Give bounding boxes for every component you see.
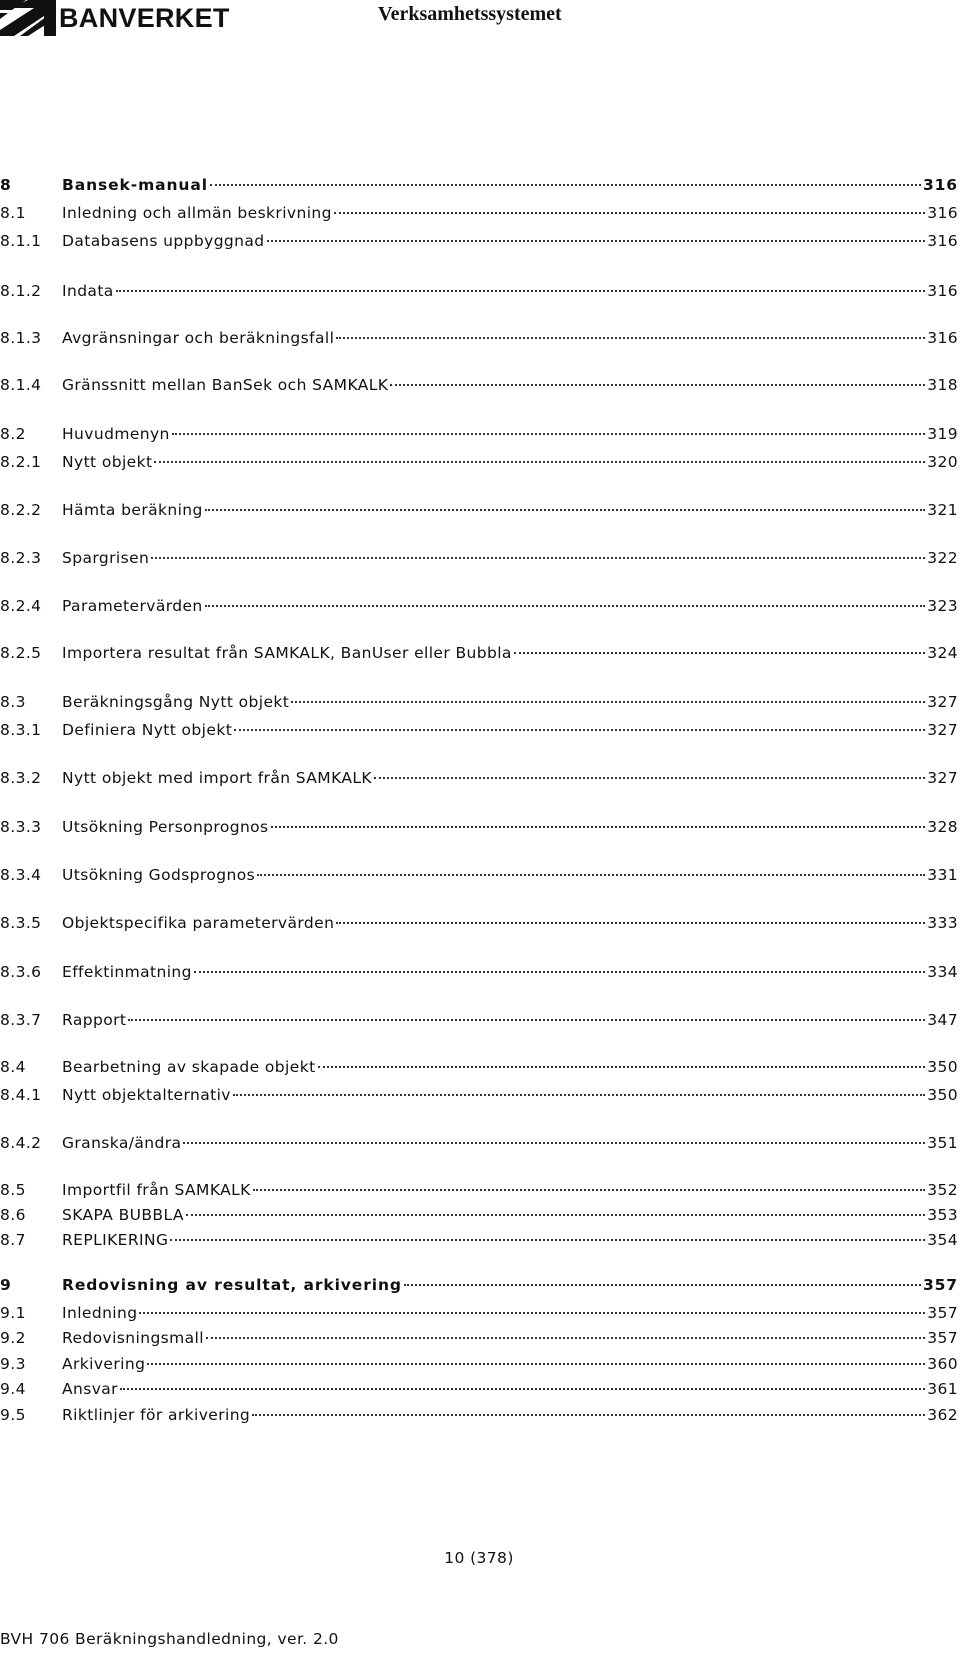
toc-page-number: 321 <box>927 501 958 519</box>
toc-entry[interactable] <box>0 452 958 472</box>
toc-section-number: 8.2 <box>0 425 26 443</box>
toc-entry[interactable] <box>0 643 958 663</box>
toc-dot-leader <box>252 1414 925 1416</box>
toc-dot-leader <box>206 1337 925 1339</box>
toc-page-number: 316 <box>927 232 958 250</box>
toc-page-number: 353 <box>927 1206 958 1224</box>
toc-entry[interactable] <box>0 375 958 395</box>
toc-entry[interactable] <box>0 865 958 885</box>
toc-section-title[interactable]: Inledning och allmän beskrivning <box>62 204 332 222</box>
toc-dot-leader <box>374 777 925 779</box>
toc-page-number: 316 <box>927 282 958 300</box>
toc-section-title[interactable]: Spargrisen <box>62 549 150 567</box>
toc-dot-leader <box>194 971 925 973</box>
toc-section-title[interactable]: Redovisning av resultat, arkivering <box>62 1276 402 1294</box>
toc-dot-leader <box>233 1094 925 1096</box>
toc-section-number: 8.4 <box>0 1058 26 1076</box>
toc-section-number: 8.3.2 <box>0 769 42 787</box>
toc-section-title[interactable]: Granska/ändra <box>62 1134 182 1152</box>
toc-section-number: 8.3.7 <box>0 1011 42 1029</box>
toc-dot-leader <box>205 509 925 511</box>
toc-entry[interactable] <box>0 328 958 348</box>
toc-page-number: 322 <box>927 549 958 567</box>
toc-dot-leader <box>183 1142 925 1144</box>
toc-section-title[interactable]: SKAPA BUBBLA <box>62 1206 184 1224</box>
toc-dot-leader <box>116 290 925 292</box>
toc-entry[interactable] <box>0 1133 958 1153</box>
toc-dot-leader <box>334 212 925 214</box>
toc-section-title[interactable]: Hämta beräkning <box>62 501 203 519</box>
toc-section-title[interactable]: Riktlinjer för arkivering <box>62 1406 251 1424</box>
toc-section-number: 9 <box>0 1276 12 1294</box>
toc-entry[interactable] <box>0 1010 958 1030</box>
toc-section-title[interactable]: Effektinmatning <box>62 963 192 981</box>
toc-entry[interactable] <box>0 1180 958 1200</box>
toc-entry[interactable] <box>0 500 958 520</box>
toc-page-number: 316 <box>927 329 958 347</box>
toc-section-title[interactable]: Utsökning Godsprognos <box>62 866 256 884</box>
toc-entry[interactable] <box>0 962 958 982</box>
toc-section-number: 8.2.5 <box>0 644 42 662</box>
toc-section-number: 8.3.6 <box>0 963 42 981</box>
toc-entry[interactable] <box>0 913 958 933</box>
toc-dot-leader <box>336 337 925 339</box>
toc-section-title[interactable]: Arkivering <box>62 1355 146 1373</box>
toc-page-number: 316 <box>927 204 958 222</box>
toc-dot-leader <box>318 1066 926 1068</box>
toc-page-number: 331 <box>927 866 958 884</box>
toc-section-title[interactable]: Indata <box>62 282 114 300</box>
toc-entry[interactable] <box>0 1057 958 1077</box>
toc-page-number: 361 <box>927 1380 958 1398</box>
toc-dot-leader <box>291 701 925 703</box>
toc-page-number: 320 <box>927 453 958 471</box>
toc-entry[interactable] <box>0 175 958 195</box>
toc-section-title[interactable]: Gränssnitt mellan BanSek och SAMKALK <box>62 376 389 394</box>
toc-section-number: 8.2.1 <box>0 453 42 471</box>
toc-dot-leader <box>390 384 925 386</box>
toc-entry[interactable] <box>0 692 958 712</box>
toc-dot-leader <box>151 557 925 559</box>
logo-text: BANVERKET <box>59 2 230 33</box>
toc-dot-leader <box>514 652 925 654</box>
toc-entry[interactable] <box>0 1405 958 1425</box>
toc-section-title[interactable]: Rapport <box>62 1011 127 1029</box>
toc-page-number: 350 <box>927 1086 958 1104</box>
toc-section-title[interactable]: Importfil från SAMKALK <box>62 1181 251 1199</box>
header-title: Verksamhetssystemet <box>378 3 562 25</box>
toc-page-number: 350 <box>927 1058 958 1076</box>
toc-section-number: 9.3 <box>0 1355 26 1373</box>
toc-entry[interactable] <box>0 768 958 788</box>
toc-dot-leader <box>336 922 925 924</box>
toc-entry[interactable] <box>0 203 958 223</box>
toc-dot-leader <box>154 461 925 463</box>
toc-entry[interactable] <box>0 1379 958 1399</box>
toc-section-title[interactable]: Ansvar <box>62 1380 118 1398</box>
toc-page-number: 334 <box>927 963 958 981</box>
toc-section-number: 9.4 <box>0 1380 26 1398</box>
toc-section-number: 8.5 <box>0 1181 26 1199</box>
toc-page-number: 318 <box>927 376 958 394</box>
toc-entry[interactable] <box>0 1205 958 1225</box>
toc-entry[interactable] <box>0 817 958 837</box>
toc-page-number: 347 <box>927 1011 958 1029</box>
toc-section-number: 8.2.4 <box>0 597 42 615</box>
toc-dot-leader <box>234 729 925 731</box>
toc-dot-leader <box>267 240 926 242</box>
toc-page-number: 357 <box>927 1329 958 1347</box>
toc-section-number: 8.3 <box>0 693 26 711</box>
toc-section-number: 8.1 <box>0 204 26 222</box>
toc-section-title[interactable]: Objektspecifika parametervärden <box>62 914 335 932</box>
toc-entry[interactable] <box>0 1354 958 1374</box>
toc-entry[interactable] <box>0 231 958 251</box>
toc-page-number: 327 <box>927 721 958 739</box>
toc-section-title[interactable]: Parametervärden <box>62 597 203 615</box>
toc-section-number: 8.6 <box>0 1206 26 1224</box>
toc-dot-leader <box>170 1239 925 1241</box>
toc-section-number: 8 <box>0 176 12 194</box>
toc-section-number: 8.1.2 <box>0 282 42 300</box>
toc-entry[interactable] <box>0 720 958 740</box>
toc-dot-leader <box>271 826 926 828</box>
toc-section-number: 9.1 <box>0 1304 26 1322</box>
toc-section-number: 9.5 <box>0 1406 26 1424</box>
banverket-logo <box>0 0 230 36</box>
toc-page-number: 352 <box>927 1181 958 1199</box>
toc-dot-leader <box>147 1363 925 1365</box>
toc-section-number: 8.3.4 <box>0 866 42 884</box>
toc-section-number: 8.1.1 <box>0 232 42 250</box>
toc-section-number: 8.3.5 <box>0 914 42 932</box>
toc-section-title[interactable]: Nytt objekt <box>62 453 153 471</box>
toc-section-number: 8.3.1 <box>0 721 42 739</box>
toc-page-number: 360 <box>927 1355 958 1373</box>
toc-section-title[interactable]: Bearbetning av skapade objekt <box>62 1058 316 1076</box>
toc-entry[interactable] <box>0 1328 958 1348</box>
toc-page-number: 354 <box>927 1231 958 1249</box>
toc-section-number: 8.2.3 <box>0 549 42 567</box>
toc-entry[interactable] <box>0 596 958 616</box>
toc-page-number: 357 <box>922 1276 958 1294</box>
toc-entry[interactable] <box>0 1085 958 1105</box>
toc-dot-leader <box>120 1388 925 1390</box>
toc-section-title[interactable]: Avgränsningar och beräkningsfall <box>62 329 335 347</box>
footer-document-title: BVH 706 Beräkningshandledning, ver. 2.0 <box>0 1630 339 1648</box>
toc-page-number: 327 <box>927 693 958 711</box>
toc-entry[interactable] <box>0 1303 958 1323</box>
toc-section-number: 8.4.2 <box>0 1134 42 1152</box>
toc-dot-leader <box>128 1019 925 1021</box>
toc-page-number: 357 <box>927 1304 958 1322</box>
toc-section-title[interactable]: Beräkningsgång Nytt objekt <box>62 693 290 711</box>
toc-dot-leader <box>253 1189 925 1191</box>
toc-page-number: 316 <box>922 176 958 194</box>
toc-entry[interactable] <box>0 1275 958 1295</box>
banverket-emblem-icon <box>0 0 56 36</box>
toc-page-number: 327 <box>927 769 958 787</box>
toc-dot-leader <box>404 1284 921 1286</box>
toc-section-number: 8.4.1 <box>0 1086 42 1104</box>
toc-entry[interactable] <box>0 1230 958 1250</box>
toc-entry[interactable] <box>0 548 958 568</box>
toc-page-number: 324 <box>927 644 958 662</box>
toc-section-number: 9.2 <box>0 1329 26 1347</box>
toc-dot-leader <box>172 433 925 435</box>
toc-page-number: 323 <box>927 597 958 615</box>
toc-dot-leader <box>257 874 925 876</box>
toc-section-number: 8.3.3 <box>0 818 42 836</box>
toc-section-title[interactable]: Redovisningsmall <box>62 1329 204 1347</box>
toc-entry[interactable] <box>0 281 958 301</box>
toc-dot-leader <box>210 184 921 186</box>
toc-entry[interactable] <box>0 424 958 444</box>
toc-page-number: 351 <box>927 1134 958 1152</box>
toc-section-title[interactable]: Definiera Nytt objekt <box>62 721 233 739</box>
toc-section-number: 8.1.3 <box>0 329 42 347</box>
toc-section-title[interactable]: Utsökning Personprognos <box>62 818 269 836</box>
toc-section-number: 8.2.2 <box>0 501 42 519</box>
toc-dot-leader <box>205 605 926 607</box>
page-number: 10 (378) <box>444 1549 514 1567</box>
toc-dot-leader <box>139 1312 925 1314</box>
toc-page-number: 362 <box>927 1406 958 1424</box>
toc-section-number: 8.1.4 <box>0 376 42 394</box>
toc-section-title[interactable]: Databasens uppbyggnad <box>62 232 265 250</box>
toc-section-title[interactable]: Importera resultat från SAMKALK, BanUser eller Bubbla <box>62 644 512 662</box>
toc-section-title[interactable]: Bansek-manual <box>62 176 208 194</box>
toc-section-title[interactable]: Nytt objektalternativ <box>62 1086 231 1104</box>
toc-dot-leader <box>186 1214 925 1216</box>
toc-page-number: 328 <box>927 818 958 836</box>
toc-section-title[interactable]: Nytt objekt med import från SAMKALK <box>62 769 372 787</box>
toc-page-number: 333 <box>927 914 958 932</box>
toc-section-title[interactable]: Inledning <box>62 1304 138 1322</box>
toc-section-title[interactable]: Huvudmenyn <box>62 425 170 443</box>
toc-page-number: 319 <box>927 425 958 443</box>
toc-section-number: 8.7 <box>0 1231 26 1249</box>
toc-section-title[interactable]: REPLIKERING <box>62 1231 169 1249</box>
